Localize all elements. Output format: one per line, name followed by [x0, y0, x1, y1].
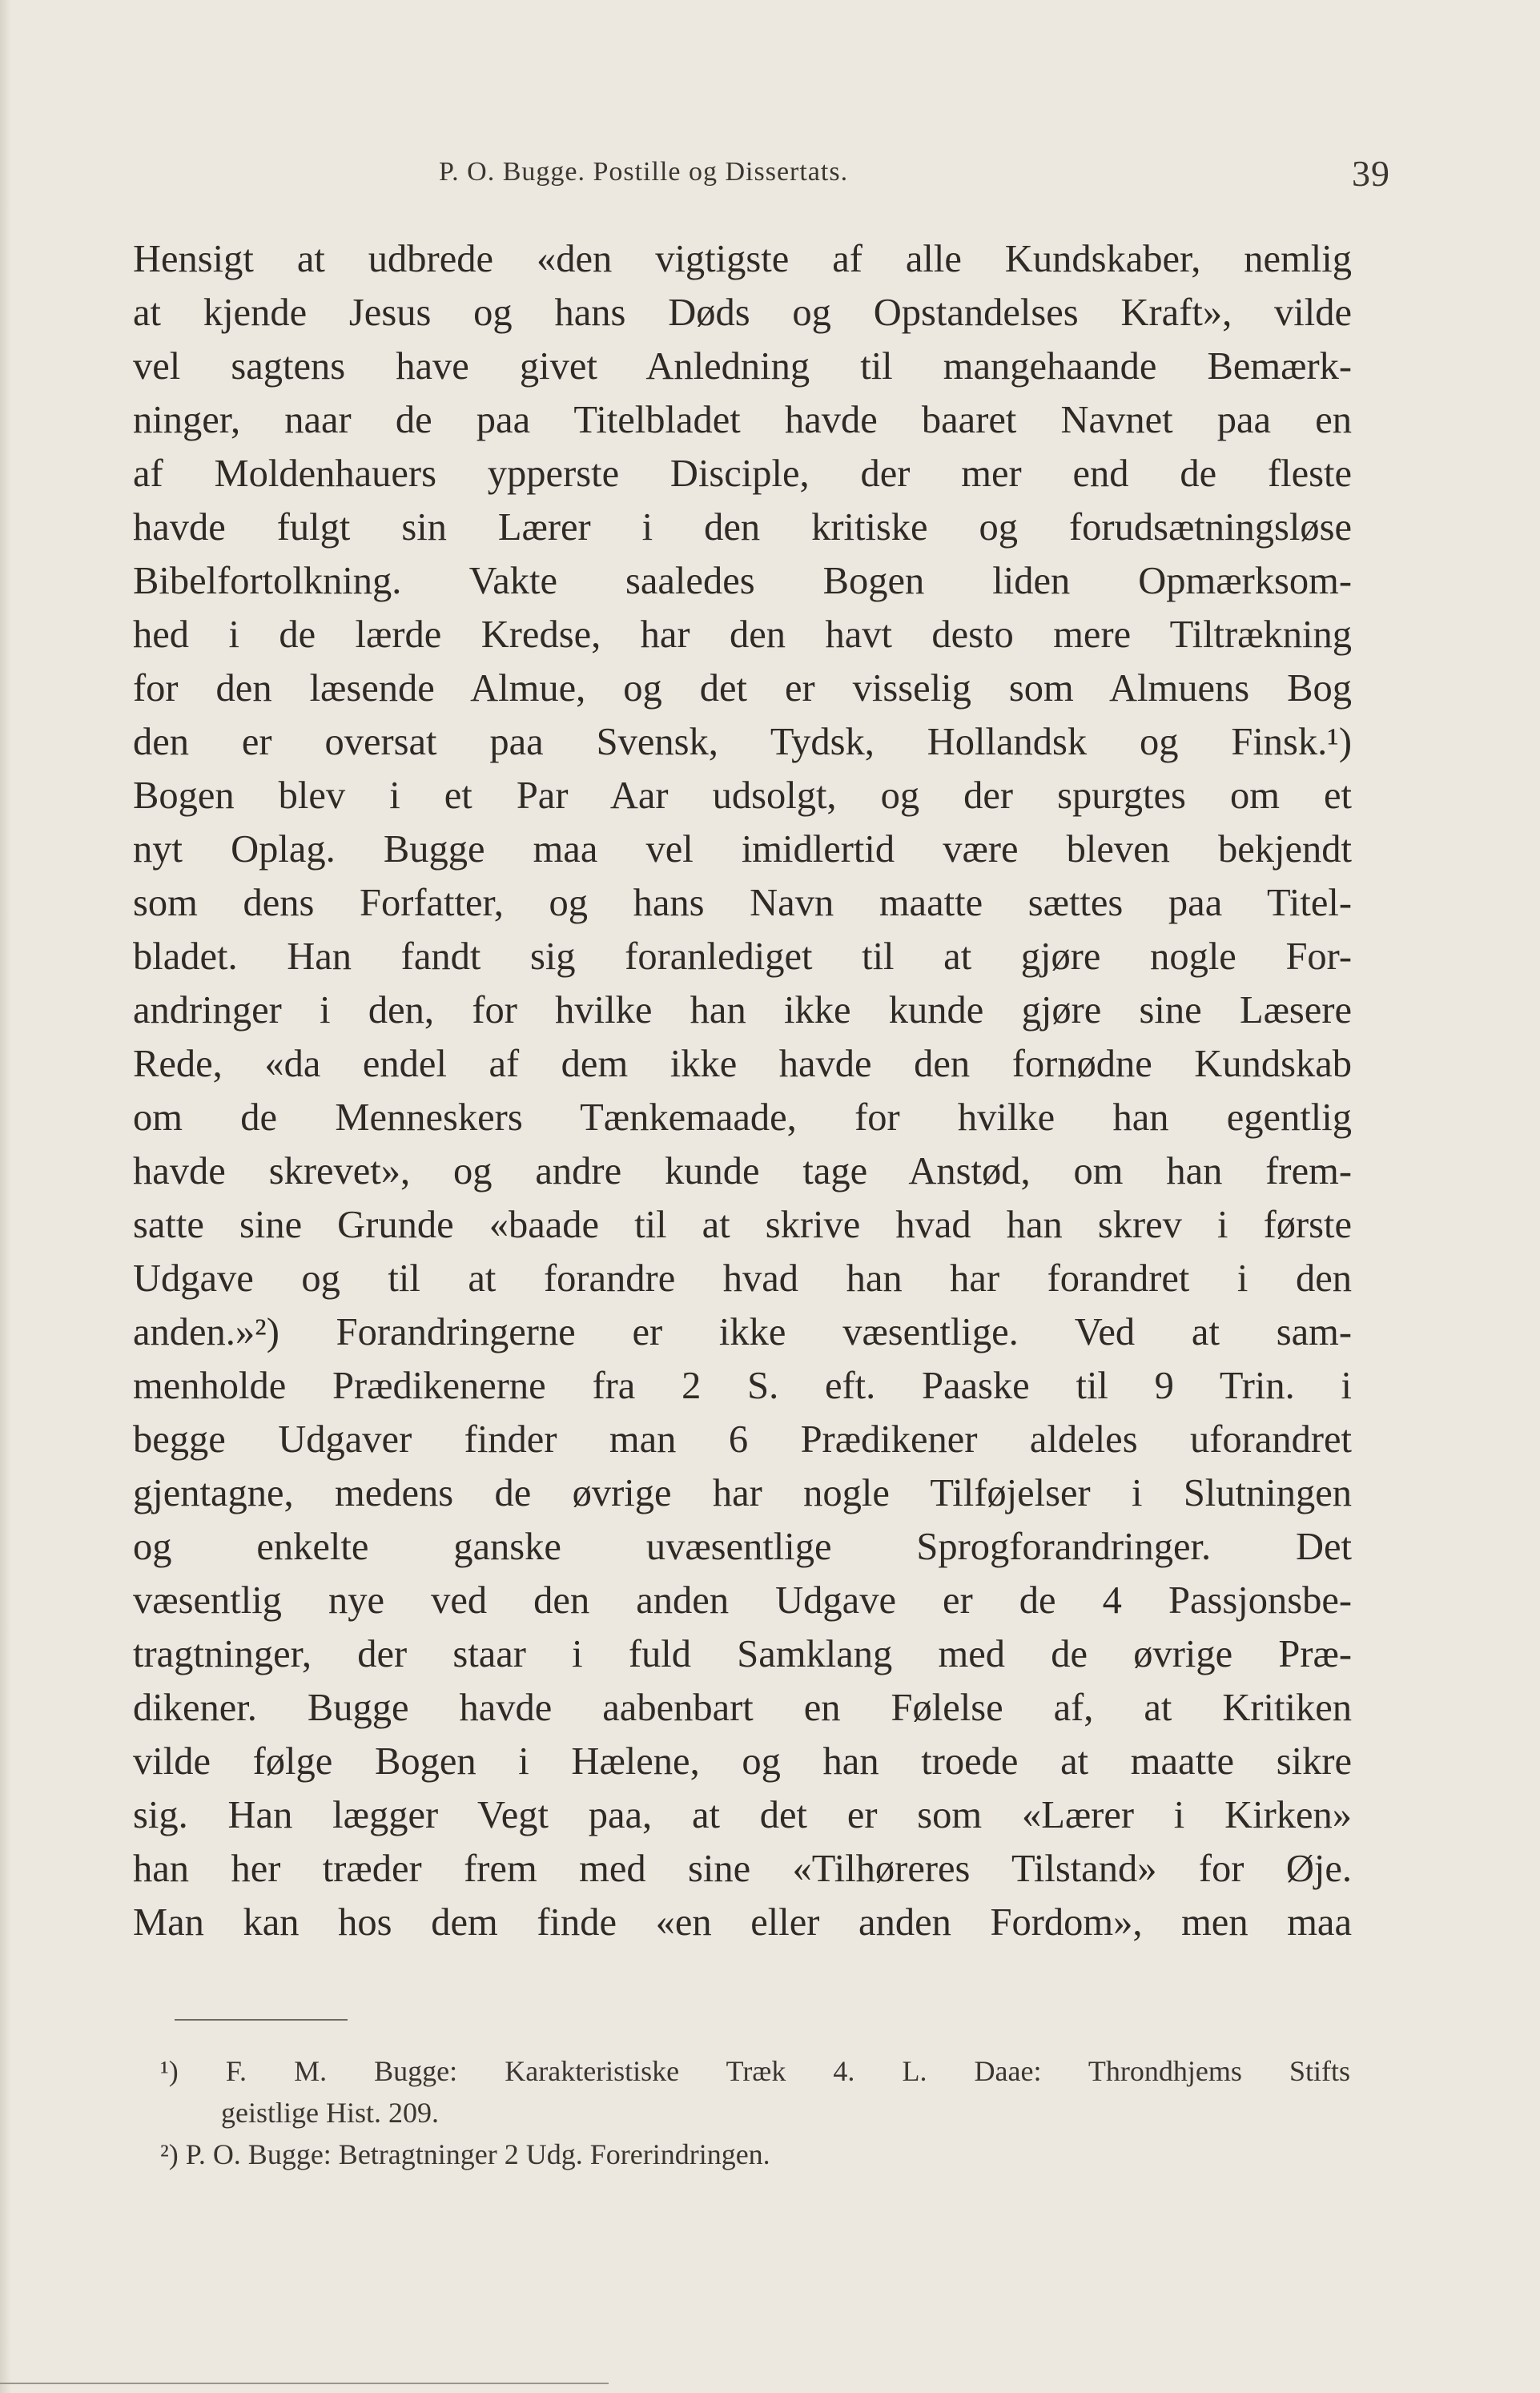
text-line: Bibelfortolkning. Vakte saaledes Bogen liden Opmærksom- [133, 560, 1352, 602]
page-header [439, 141, 1390, 194]
footnote-2: ²) P. O. Bugge: Betragtninger 2 Udg. Forerindringen. [160, 2138, 770, 2170]
text-line: begge Udgaver finder man 6 Prædikener aldeles uforandret [133, 1418, 1352, 1461]
text-line: andringer i den, for hvilke han ikke kunde gjøre sine Læsere [133, 989, 1352, 1032]
text-line: om de Menneskers Tænkemaade, for hvilke han egentlig [133, 1096, 1352, 1139]
text-line: Bogen blev i et Par Aar udsolgt, og der spurgtes om et [133, 774, 1352, 817]
running-head: P. O. Bugge. Postille og Dissertats. [439, 157, 849, 187]
scan-edge-line [0, 2383, 609, 2384]
text-line: sig. Han lægger Vegt paa, at det er som «Lærer i Kirken» [133, 1794, 1352, 1836]
text-line: han her træder frem med sine «Tilhøreres Tilstand» for Øje. [133, 1848, 1352, 1890]
text-line: Udgave og til at forandre hvad han har forandret i den [133, 1257, 1352, 1300]
footnote-1: ¹) F. M. Bugge: Karakteristiske Træk 4. L. Daae: Throndhjems Stifts [160, 2055, 1350, 2087]
text-line: dikener. Bugge havde aabenbart en Følelse af, at Kritiken [133, 1687, 1352, 1729]
text-line: Man kan hos dem finde «en eller anden Fordom», men maa [133, 1901, 1352, 1944]
footnote-1-continuation: geistlige Hist. 209. [221, 2097, 439, 2129]
footnote-divider [175, 2019, 348, 2021]
page-edge [0, 0, 11, 2393]
page-number: 39 [1352, 153, 1390, 194]
text-line: nyt Oplag. Bugge maa vel imidlertid være bleven bekjendt [133, 828, 1352, 871]
text-line: hed i de lærde Kredse, har den havt desto mere Tiltrækning [133, 613, 1352, 656]
text-line: havde fulgt sin Lærer i den kritiske og forudsætningsløse [133, 506, 1352, 549]
text-line: væsentlig nye ved den anden Udgave er de 4 Passjonsbe- [133, 1579, 1352, 1622]
text-line: bladet. Han fandt sig foranlediget til at gjøre nogle For- [133, 935, 1352, 978]
text-line: havde skrevet», og andre kunde tage Anstød, om han frem- [133, 1150, 1352, 1192]
text-line: den er oversat paa Svensk, Tydsk, Hollandsk og Finsk.¹) [133, 721, 1352, 763]
text-line: som dens Forfatter, og hans Navn maatte sættes paa Titel- [133, 882, 1352, 924]
text-line: tragtninger, der staar i fuld Samklang med de øvrige Præ- [133, 1633, 1352, 1675]
text-line: vilde følge Bogen i Hælene, og han troede at maatte sikre [133, 1740, 1352, 1783]
text-line: af Moldenhauers ypperste Disciple, der mer end de fleste [133, 452, 1352, 495]
text-line: gjentagne, medens de øvrige har nogle Tilføjelser i Slutningen [133, 1472, 1352, 1514]
text-line: vel sagtens have givet Anledning til mangehaande Bemærk- [133, 345, 1352, 388]
text-line: og enkelte ganske uvæsentlige Sprogforandringer. Det [133, 1526, 1352, 1568]
text-line: anden.»²) Forandringerne er ikke væsentlige. Ved at sam- [133, 1311, 1352, 1353]
text-line: satte sine Grunde «baade til at skrive hvad han skrev i første [133, 1204, 1352, 1246]
text-line: menholde Prædikenerne fra 2 S. eft. Paaske til 9 Trin. i [133, 1365, 1352, 1407]
footnotes [160, 2050, 1353, 2175]
text-line: for den læsende Almue, og det er visselig som Almuens Bog [133, 667, 1352, 710]
text-line: Rede, «da endel af dem ikke havde den fornødne Kundskab [133, 1043, 1352, 1085]
body-text [133, 232, 1352, 1949]
text-line: at kjende Jesus og hans Døds og Opstandelses Kraft», vilde [133, 292, 1352, 334]
text-line: ninger, naar de paa Titelbladet havde baaret Navnet paa en [133, 399, 1352, 441]
text-line: Hensigt at udbrede «den vigtigste af alle Kundskaber, nemlig [133, 238, 1352, 280]
